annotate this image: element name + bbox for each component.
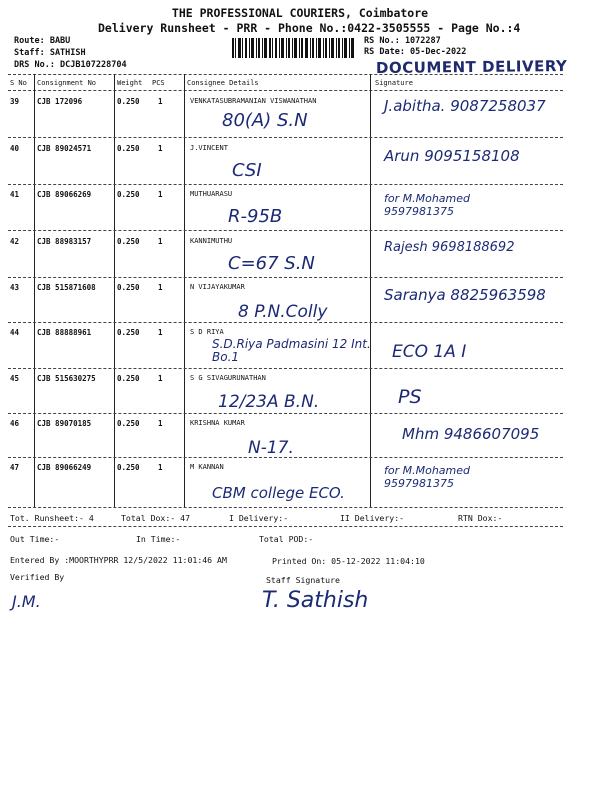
header-bottom-rule [8,90,563,91]
route-label: Route: BABU [14,36,71,46]
row-consignee: S G SIVAGURUNATHAN [190,374,266,382]
row-pcs: 1 [158,328,163,337]
row-sno: 40 [10,144,20,153]
row-pcs: 1 [158,419,163,428]
row-rule [8,368,563,369]
col-consignment: Consignment No [37,79,97,87]
rs-date: RS Date: 05-Dec-2022 [364,47,467,57]
handwritten-signature: Mhm 9486607095 [402,425,540,443]
table-divider [34,74,35,507]
handwritten-signature: J.abitha. 9087258037 [384,97,546,115]
row-sno: 47 [10,463,20,472]
row-sno: 39 [10,97,20,106]
handwritten-signature: for M.Mohamed 9597981375 [384,192,471,218]
row-rule [8,137,563,138]
out-time: Out Time:- [10,534,60,544]
footer-rule [8,526,563,527]
row-pcs: 1 [158,190,163,199]
handwritten-signature: Arun 9095158108 [384,147,520,165]
tot-runsheet: Tot. Runsheet:- 4 [10,513,94,523]
drs-number: DRS No.: DCJB107228704 [14,60,127,70]
total-dox: Total Dox:- 47 [121,513,191,523]
row-consignment: CJB 89070185 [37,419,92,428]
table-divider [184,74,185,507]
row-weight: 0.250 [117,144,140,153]
row-rule [8,184,563,185]
handwritten-address: 12/23A B.N. [218,392,320,412]
table-divider [114,74,115,507]
row-consignee: M KANNAN [190,463,224,471]
row-pcs: 1 [158,283,163,292]
row-sno: 46 [10,419,20,428]
handwritten-signature: ECO 1A I [392,342,467,362]
in-time: In Time:- [136,534,181,544]
staff-signature: T. Sathish [262,588,369,613]
barcode-image [232,38,354,58]
row-rule [8,413,563,414]
handwritten-address: CSI [232,160,262,181]
handwritten-signature: Saranya 8825963598 [384,286,546,304]
row-consignment: CJB 88888961 [37,328,92,337]
document-title: THE PROFESSIONAL COURIERS, Coimbatore [171,6,429,20]
document-subtitle: Delivery Runsheet - PRR - Phone No.:0422-3505555 - Page No.:4 [98,21,521,35]
row-weight: 0.250 [117,97,140,106]
staff-signature-label: Staff Signature [266,575,340,585]
col-weight: Weight [117,79,143,87]
row-pcs: 1 [158,144,163,153]
row-consignee: MUTHUARASU [190,190,233,198]
total-pod: Total POD:- [259,534,314,544]
row-rule [8,457,563,458]
row-weight: 0.250 [117,190,140,199]
row-sno: 44 [10,328,20,337]
row-pcs: 1 [158,237,163,246]
verified-by-signature: J.M. [12,592,41,611]
row-consignee: KANNIMUTHU [190,237,233,245]
handwritten-address: S.D.Riya Padmasini 12 Int. Bo.1 [212,337,371,364]
table-divider [370,74,371,507]
row-consignee: N VIJAYAKUMAR [190,283,245,291]
rtn-dox: RTN Dox:- [458,513,503,523]
handwritten-address: 8 P.N.Colly [238,302,328,322]
row-rule [8,230,563,231]
handwritten-address: CBM college ECO. [212,484,345,502]
row-weight: 0.250 [117,328,140,337]
row-pcs: 1 [158,463,163,472]
row-weight: 0.250 [117,374,140,383]
handwritten-address: R-95B [228,206,283,227]
row-consignment: CJB 89024571 [37,144,92,153]
handwritten-address: 80(A) S.N [222,110,308,131]
row-consignment: CJB 515630275 [37,374,96,383]
handwritten-address: N-17. [248,438,294,458]
handwritten-signature: Rajesh 9698188692 [384,240,515,255]
row-sno: 41 [10,190,20,199]
row-consignee: J.VINCENT [190,144,228,152]
handwritten-signature: for M.Mohamed 9597981375 [384,464,471,490]
row-weight: 0.250 [117,463,140,472]
row-weight: 0.250 [117,237,140,246]
col-signature: Signature [375,79,413,87]
table-bottom-rule [8,507,563,508]
row-weight: 0.250 [117,283,140,292]
row-consignment: CJB 515871608 [37,283,96,292]
row-consignment: CJB 172096 [37,97,83,106]
row-rule [8,277,563,278]
verified-by-label: Verified By [10,572,65,582]
col-sno: S No [10,79,27,87]
handwritten-signature: PS [398,386,422,408]
document-delivery-stamp: DOCUMENT DELIVERY [375,56,568,78]
row-pcs: 1 [158,97,163,106]
rs-number: RS No.: 1072287 [364,36,441,46]
row-consignment: CJB 89066249 [37,463,92,472]
i-delivery: I Delivery:- [229,513,289,523]
staff-label: Staff: SATHISH [14,48,86,58]
row-sno: 42 [10,237,20,246]
row-rule [8,322,563,323]
row-sno: 43 [10,283,20,292]
handwritten-address: C=67 S.N [228,253,315,274]
row-consignee: S D RIYA [190,328,224,336]
row-weight: 0.250 [117,419,140,428]
row-consignment: CJB 89066269 [37,190,92,199]
printed-on: Printed On: 05-12-2022 11:04:10 [272,556,425,566]
header-top-rule [8,74,563,75]
row-sno: 45 [10,374,20,383]
row-pcs: 1 [158,374,163,383]
entered-by: Entered By :MOORTHYPRR 12/5/2022 11:01:46 AM [10,555,227,565]
ii-delivery: II Delivery:- [340,513,405,523]
row-consignment: CJB 88983157 [37,237,92,246]
col-consignee: Consignee Details [187,79,259,87]
col-pcs: PCS [152,79,165,87]
row-consignee: KRISHNA KUMAR [190,419,245,427]
row-consignee: VENKATASUBRAMANIAN VISWANATHAN [190,97,317,105]
